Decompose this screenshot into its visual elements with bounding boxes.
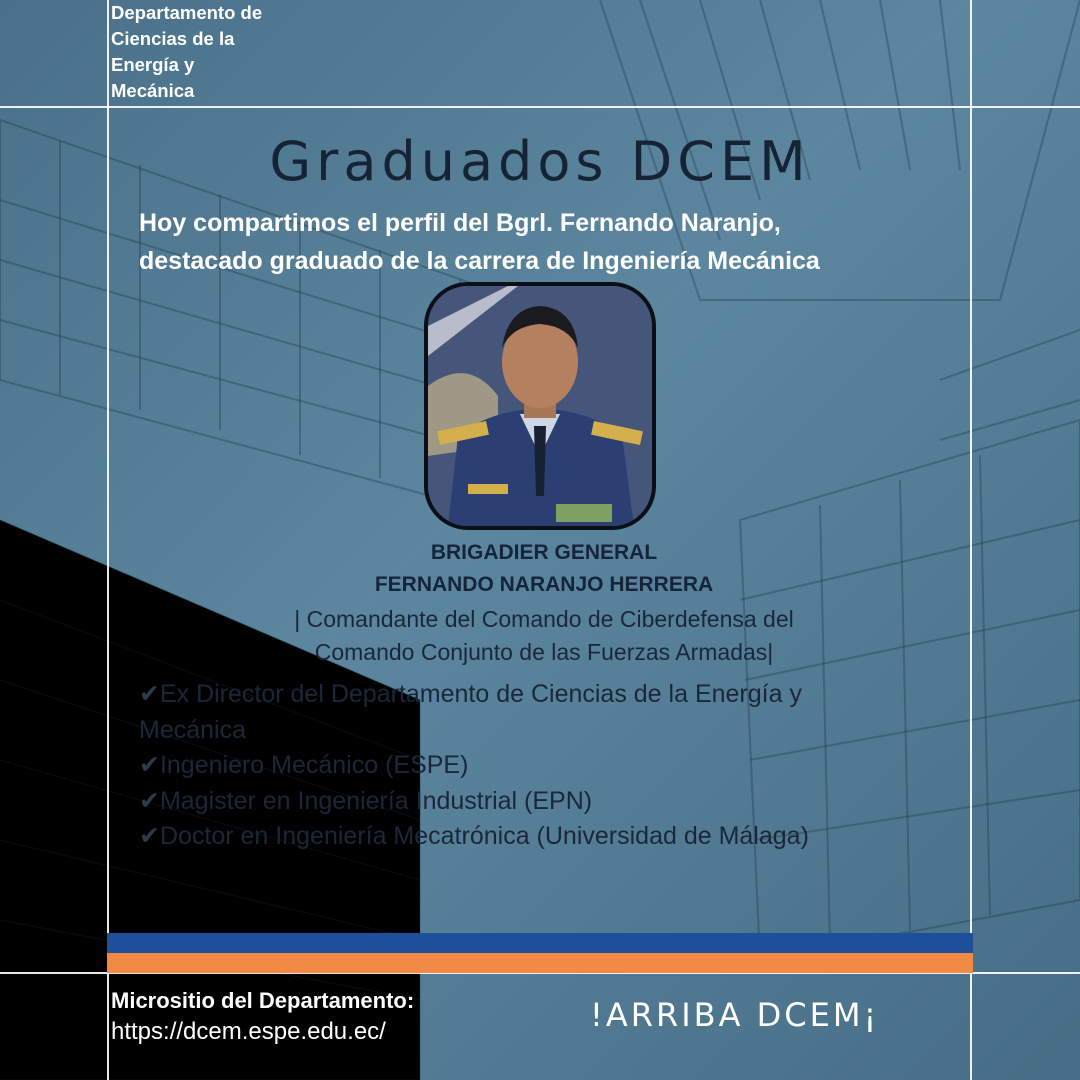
profile-name: FERNANDO NARANJO HERRERA (374, 573, 714, 596)
credential-text: Magister en Ingeniería Industrial (EPN) (159, 786, 593, 815)
department-line: Mecánica (111, 80, 195, 101)
credential-item (139, 748, 939, 784)
blue-stripe (107, 933, 973, 953)
check-icon: ✔ (139, 680, 160, 708)
credential-text: Ex Director del Departamento de Ciencias de la Energía y (159, 680, 802, 708)
intro-text (139, 204, 959, 280)
profile-role-line: Comando Conjunto de las Fuerzas Armadas| (314, 639, 774, 665)
check-icon: ✔ (139, 822, 160, 850)
orange-stripe (107, 953, 973, 973)
intro-line: destacado graduado de la carrera de Ingeniería Mecánica (139, 247, 820, 275)
credential-item (139, 819, 939, 855)
credential-text: Doctor en Ingeniería Mecatrónica (Universidad de Málaga) (159, 822, 809, 850)
profile-rank: BRIGADIER GENERAL (430, 541, 658, 564)
department-line: Ciencias de la (111, 28, 235, 49)
slogan: !ARRIBA DCEM¡ (590, 996, 880, 1034)
check-icon: ✔ (139, 786, 160, 815)
profile-photo (424, 282, 656, 530)
credential-text: Ingeniero Mecánico (ESPE) (159, 751, 469, 779)
credential-text-continued: Mecánica (139, 715, 246, 744)
department-line: Departamento de (111, 2, 263, 23)
department-line: Energía y (111, 54, 195, 75)
department-label (111, 0, 311, 104)
person-photo-icon (428, 286, 652, 526)
page-title: Graduados DCEM (269, 130, 811, 193)
credential-item (139, 677, 939, 748)
microsite-label: Micrositio del Departamento: (111, 988, 415, 1013)
microsite-link[interactable]: https://dcem.espe.edu.ec/ (111, 1018, 386, 1045)
check-icon: ✔ (139, 751, 160, 779)
credentials-list (139, 677, 939, 855)
intro-line: Hoy compartimos el perfil del Bgrl. Fernando Naranjo, (139, 209, 781, 237)
frame-line-top (0, 106, 1080, 108)
credential-item (139, 784, 939, 820)
profile-role-line: | Comandante del Comando de Ciberdefensa del (294, 606, 794, 632)
